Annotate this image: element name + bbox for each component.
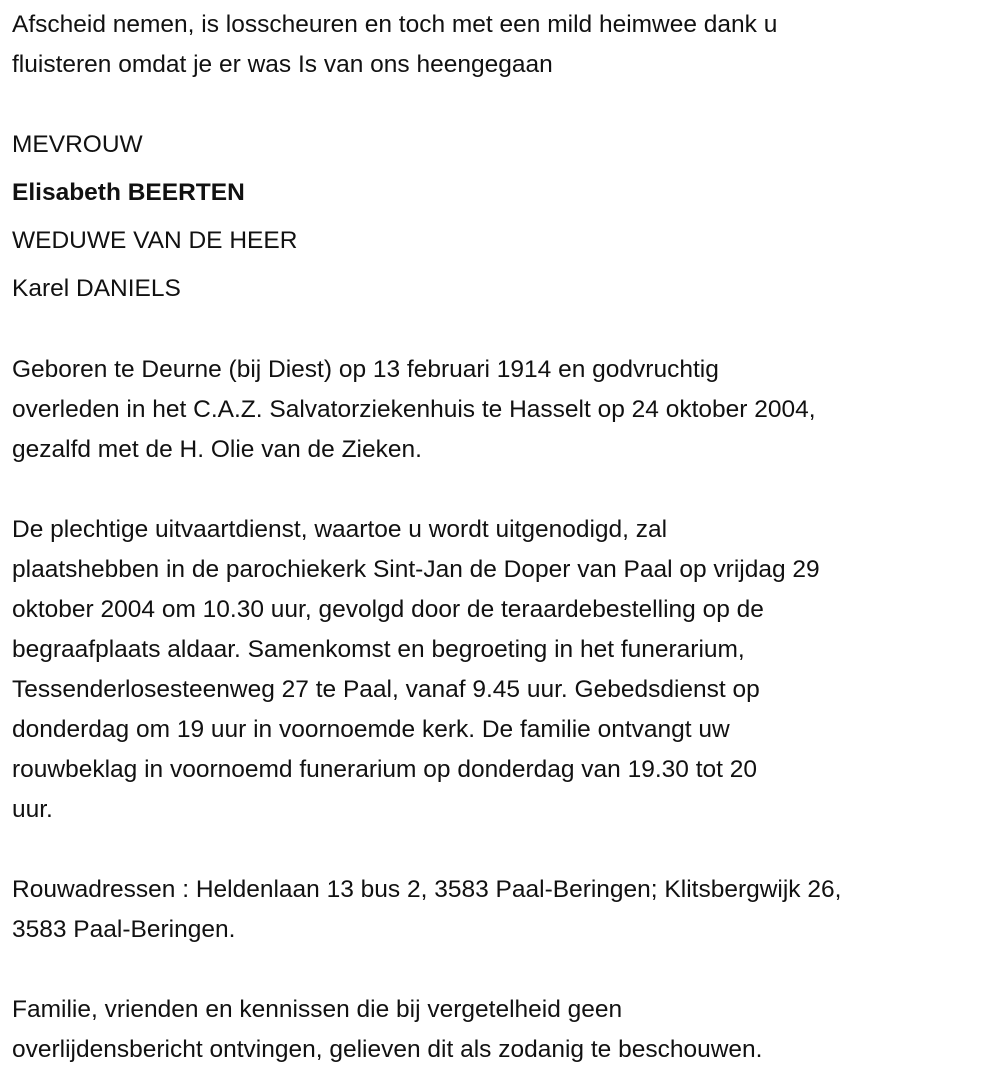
text-line: donderdag om 19 uur in voornoemde kerk. De familie ontvangt uw	[12, 716, 730, 743]
text-line: Rouwadressen : Heldenlaan 13 bus 2, 3583 Paal-Beringen; Klitsbergwijk 26,	[12, 876, 842, 903]
text-line: overlijdensbericht ontvingen, gelieven dit als zodanig te beschouwen.	[12, 1036, 763, 1063]
text-line: plaatshebben in de parochiekerk Sint-Jan de Doper van Paal op vrijdag 29	[12, 556, 820, 583]
text-line: overleden in het C.A.Z. Salvatorziekenhuis te Hasselt op 24 oktober 2004,	[12, 396, 816, 423]
spouse-name: Karel DANIELS	[12, 275, 181, 302]
text-line: begraafplaats aldaar. Samenkomst en begroeting in het funerarium,	[12, 636, 745, 663]
text-line: oktober 2004 om 10.30 uur, gevolgd door de teraardebestelling op de	[12, 596, 764, 623]
text-line: Tessenderlosesteenweg 27 te Paal, vanaf 9.45 uur. Gebedsdienst op	[12, 676, 760, 703]
motto-line: Afscheid nemen, is losscheuren en toch met een mild heimwee dank u	[12, 11, 778, 38]
motto-line: fluisteren omdat je er was Is van ons heengegaan	[12, 51, 553, 78]
relation: WEDUWE VAN DE HEER	[12, 227, 298, 254]
text-line: 3583 Paal-Beringen.	[12, 916, 236, 943]
addresses-paragraph	[12, 870, 841, 950]
text-line: Familie, vrienden en kennissen die bij vergetelheid geen	[12, 996, 623, 1023]
text-line: gezalfd met de H. Olie van de Zieken.	[12, 436, 422, 463]
text-line: Geboren te Deurne (bij Diest) op 13 februari 1914 en godvruchtig	[12, 356, 719, 383]
ceremony-paragraph	[12, 510, 820, 830]
text-line: uur.	[12, 796, 53, 823]
deceased-block	[12, 121, 297, 313]
deceased-name: Elisabeth BEERTEN	[12, 179, 245, 206]
closing-paragraph	[12, 990, 762, 1070]
text-line: rouwbeklag in voornoemd funerarium op donderdag van 19.30 tot 20	[12, 756, 758, 783]
birth-death-paragraph	[12, 350, 816, 470]
title: MEVROUW	[12, 131, 143, 158]
motto	[12, 5, 777, 85]
text-line: De plechtige uitvaartdienst, waartoe u wordt uitgenodigd, zal	[12, 516, 668, 543]
